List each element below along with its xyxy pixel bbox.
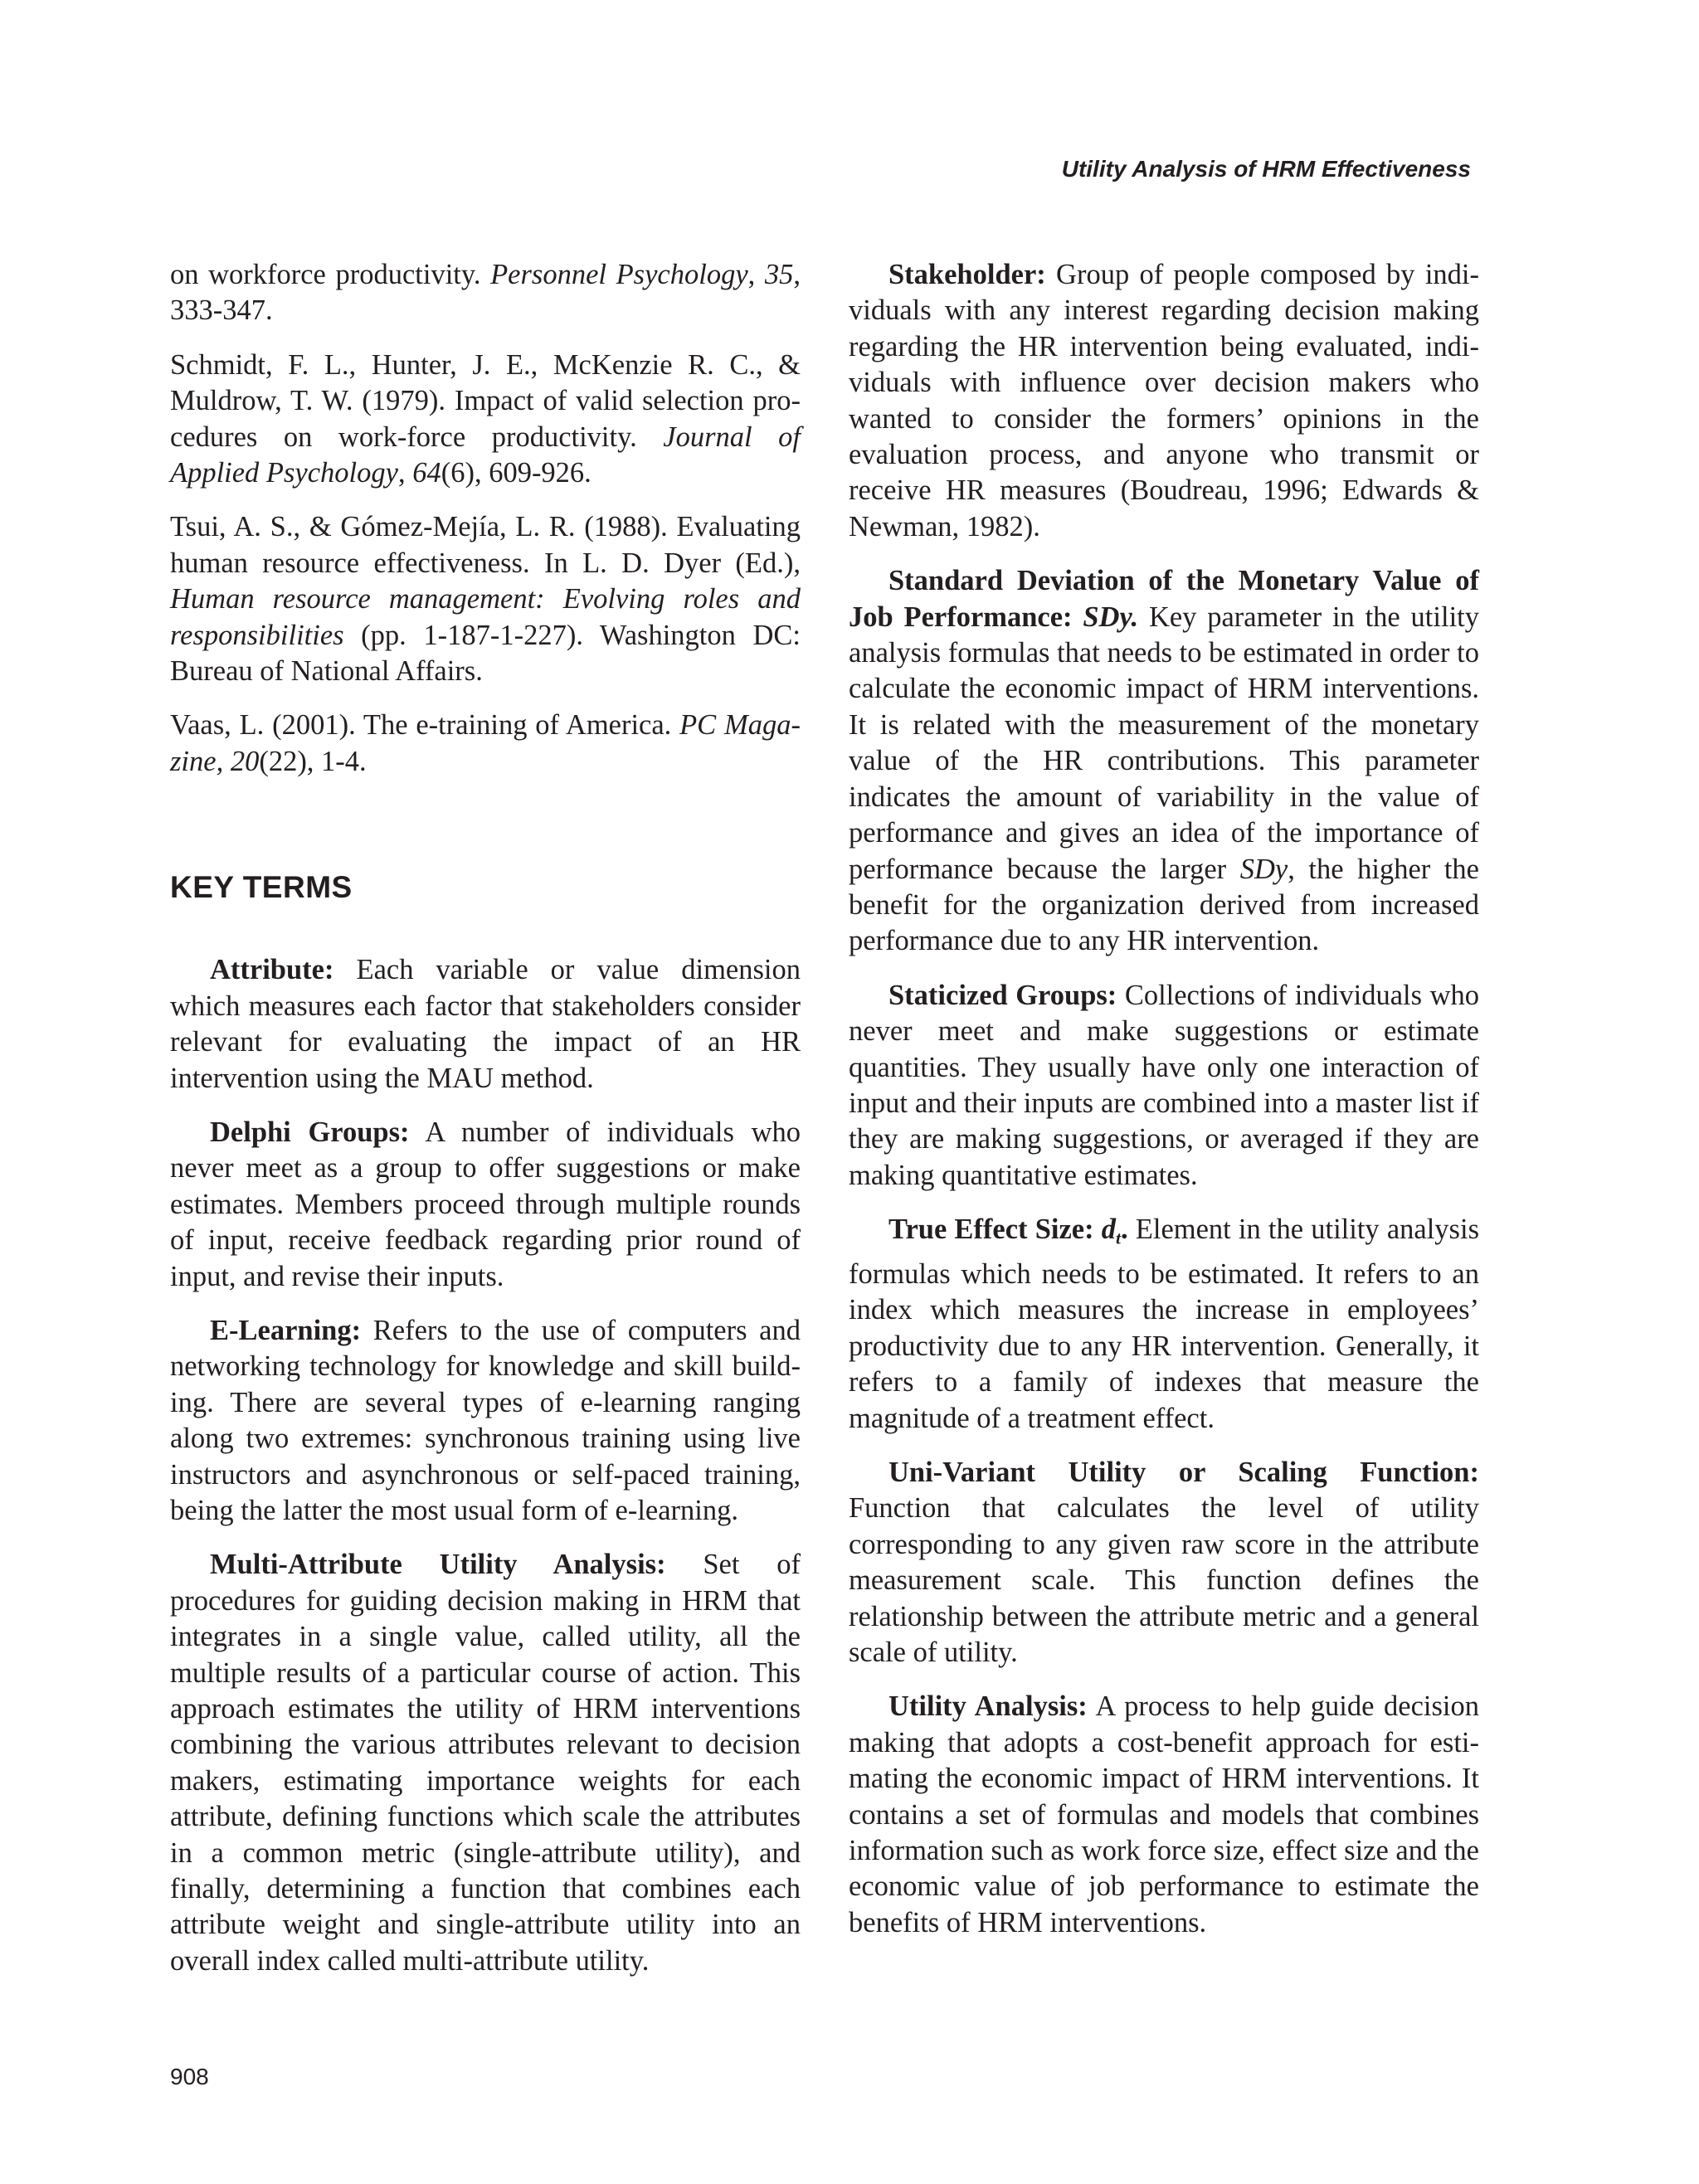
term-uni-variant-utility: Uni-Variant Utility or Scaling Function: Function that calculates the level of utility corresponding to any given raw score in the attribute measurement scale. This function defines the relationship between the attribute metric and a general scale of utility. xyxy=(849,1457,1479,1669)
running-header: Utility Analysis of HRM Effectiveness xyxy=(1061,156,1471,182)
reference-entry: Schmidt, F. L., Hunter, J. E., McKenzie R. C., & Muldrow, T. W. (1979). Impact of valid selection procedures on work-force productivity. Journal of Applied Psychology, 64(6), 609-926. xyxy=(170,348,801,489)
reference-entry: Tsui, A. S., & Gómez-Mejía, L. R. (1988). Evaluating human resource effectiveness. In L. D. Dyer (Ed.), Human resource management: Evolving roles and responsibilities (pp. 1-187-1-227). Washington DC: Bureau of National Affairs. xyxy=(170,511,801,688)
page-number: 908 xyxy=(170,2064,209,2089)
key-terms-heading: KEY TERMS xyxy=(170,870,353,905)
term-true-effect-size: True Effect Size: $d_t$. Element in the utility analysis formulas which needs to be estimated. It refers to an index which measures the increase in employees’ productivity due to any HR intervention. Generally, it refers to a family of indexes that measure the magnitude of a treatment effect. xyxy=(849,1214,1479,1434)
left-column xyxy=(170,257,801,1997)
right-column xyxy=(849,257,1479,1959)
term-stakeholder: Stakeholder: Group of people composed by individuals with any interest regarding decision making regarding the HR intervention being evaluated, individuals with influence over decision makers who wanted to consider the formers’ opinions in the evaluation process, and anyone who transmit or receive HR measures (Boudreau, 1996; Edwards & Newman, 1982). xyxy=(849,259,1479,542)
term-utility-analysis: Utility Analysis: A process to help guide decision making that adopts a cost-benefit approach for estimating the economic impact of HRM interventions. It contains a set of formulas and models that combines information such as work force size, effect size and the economic value of job performance to estimate the benefits of HRM interventions. xyxy=(849,1690,1479,1938)
term-attribute: Attribute: Each variable or value dimension which measures each factor that stakeholders consider relevant for evaluating the impact of an HR intervention using the MAU method. xyxy=(170,954,801,1094)
term-sdy: Standard Deviation of the Monetary Value of Job Performance: SDy. Key parameter in the utility analysis formulas that needs to be estimated in order to calculate the economic impact of HRM interventions. It is related with the measurement of the monetary value of the HR contributions. This parameter indicates the amount of variability in the value of performance and gives an idea of the importance of performance because the larger SDy, the higher the benefit for the organization derived from increased performance due to any HR intervention. xyxy=(849,565,1479,957)
term-delphi-groups: Delphi Groups: A number of individuals who never meet as a group to offer suggestions or make estimates. Members proceed through multiple rounds of input, receive feedback regarding prior round of input, and revise their inputs. xyxy=(170,1116,801,1292)
term-staticized-groups: Staticized Groups: Collections of individuals who never meet and make suggestions or estimate quantities. They usually have only one interaction of input and their inputs are combined into a master list if they are making suggestions, or averaged if they are making quantitative estimates. xyxy=(849,979,1479,1191)
term-multi-attribute-utility-analysis: Multi-Attribute Utility Analysis: Set of procedures for guiding decision making in HRM that integrates in a single value, called utility, all the multiple results of a particular course of action. This approach estimates the utility of HRM interventions combining the various attributes relevant to decision makers, estimating importance weights for each attribute, defining functions which scale the attributes in a common metric (single-attribute utility), and finally, determining a function that combines each attribute weight and single-attribute utility into an overall index called multi-attribute utility. xyxy=(170,1549,801,1977)
reference-entry: Vaas, L. (2001). The e-training of America. PC Magazine, 20(22), 1-4. xyxy=(170,709,801,777)
term-e-learning: E-Learning: Refers to the use of computers and networking technology for knowledge and skill building. There are several types of e-learning ranging along two extremes: synchronous training using live instructors and asynchronous or self-paced training, being the latter the most usual form of e-learning. xyxy=(170,1314,801,1526)
reference-entry: on workforce productivity. Personnel Psychology, 35, 333-347. xyxy=(170,259,801,327)
